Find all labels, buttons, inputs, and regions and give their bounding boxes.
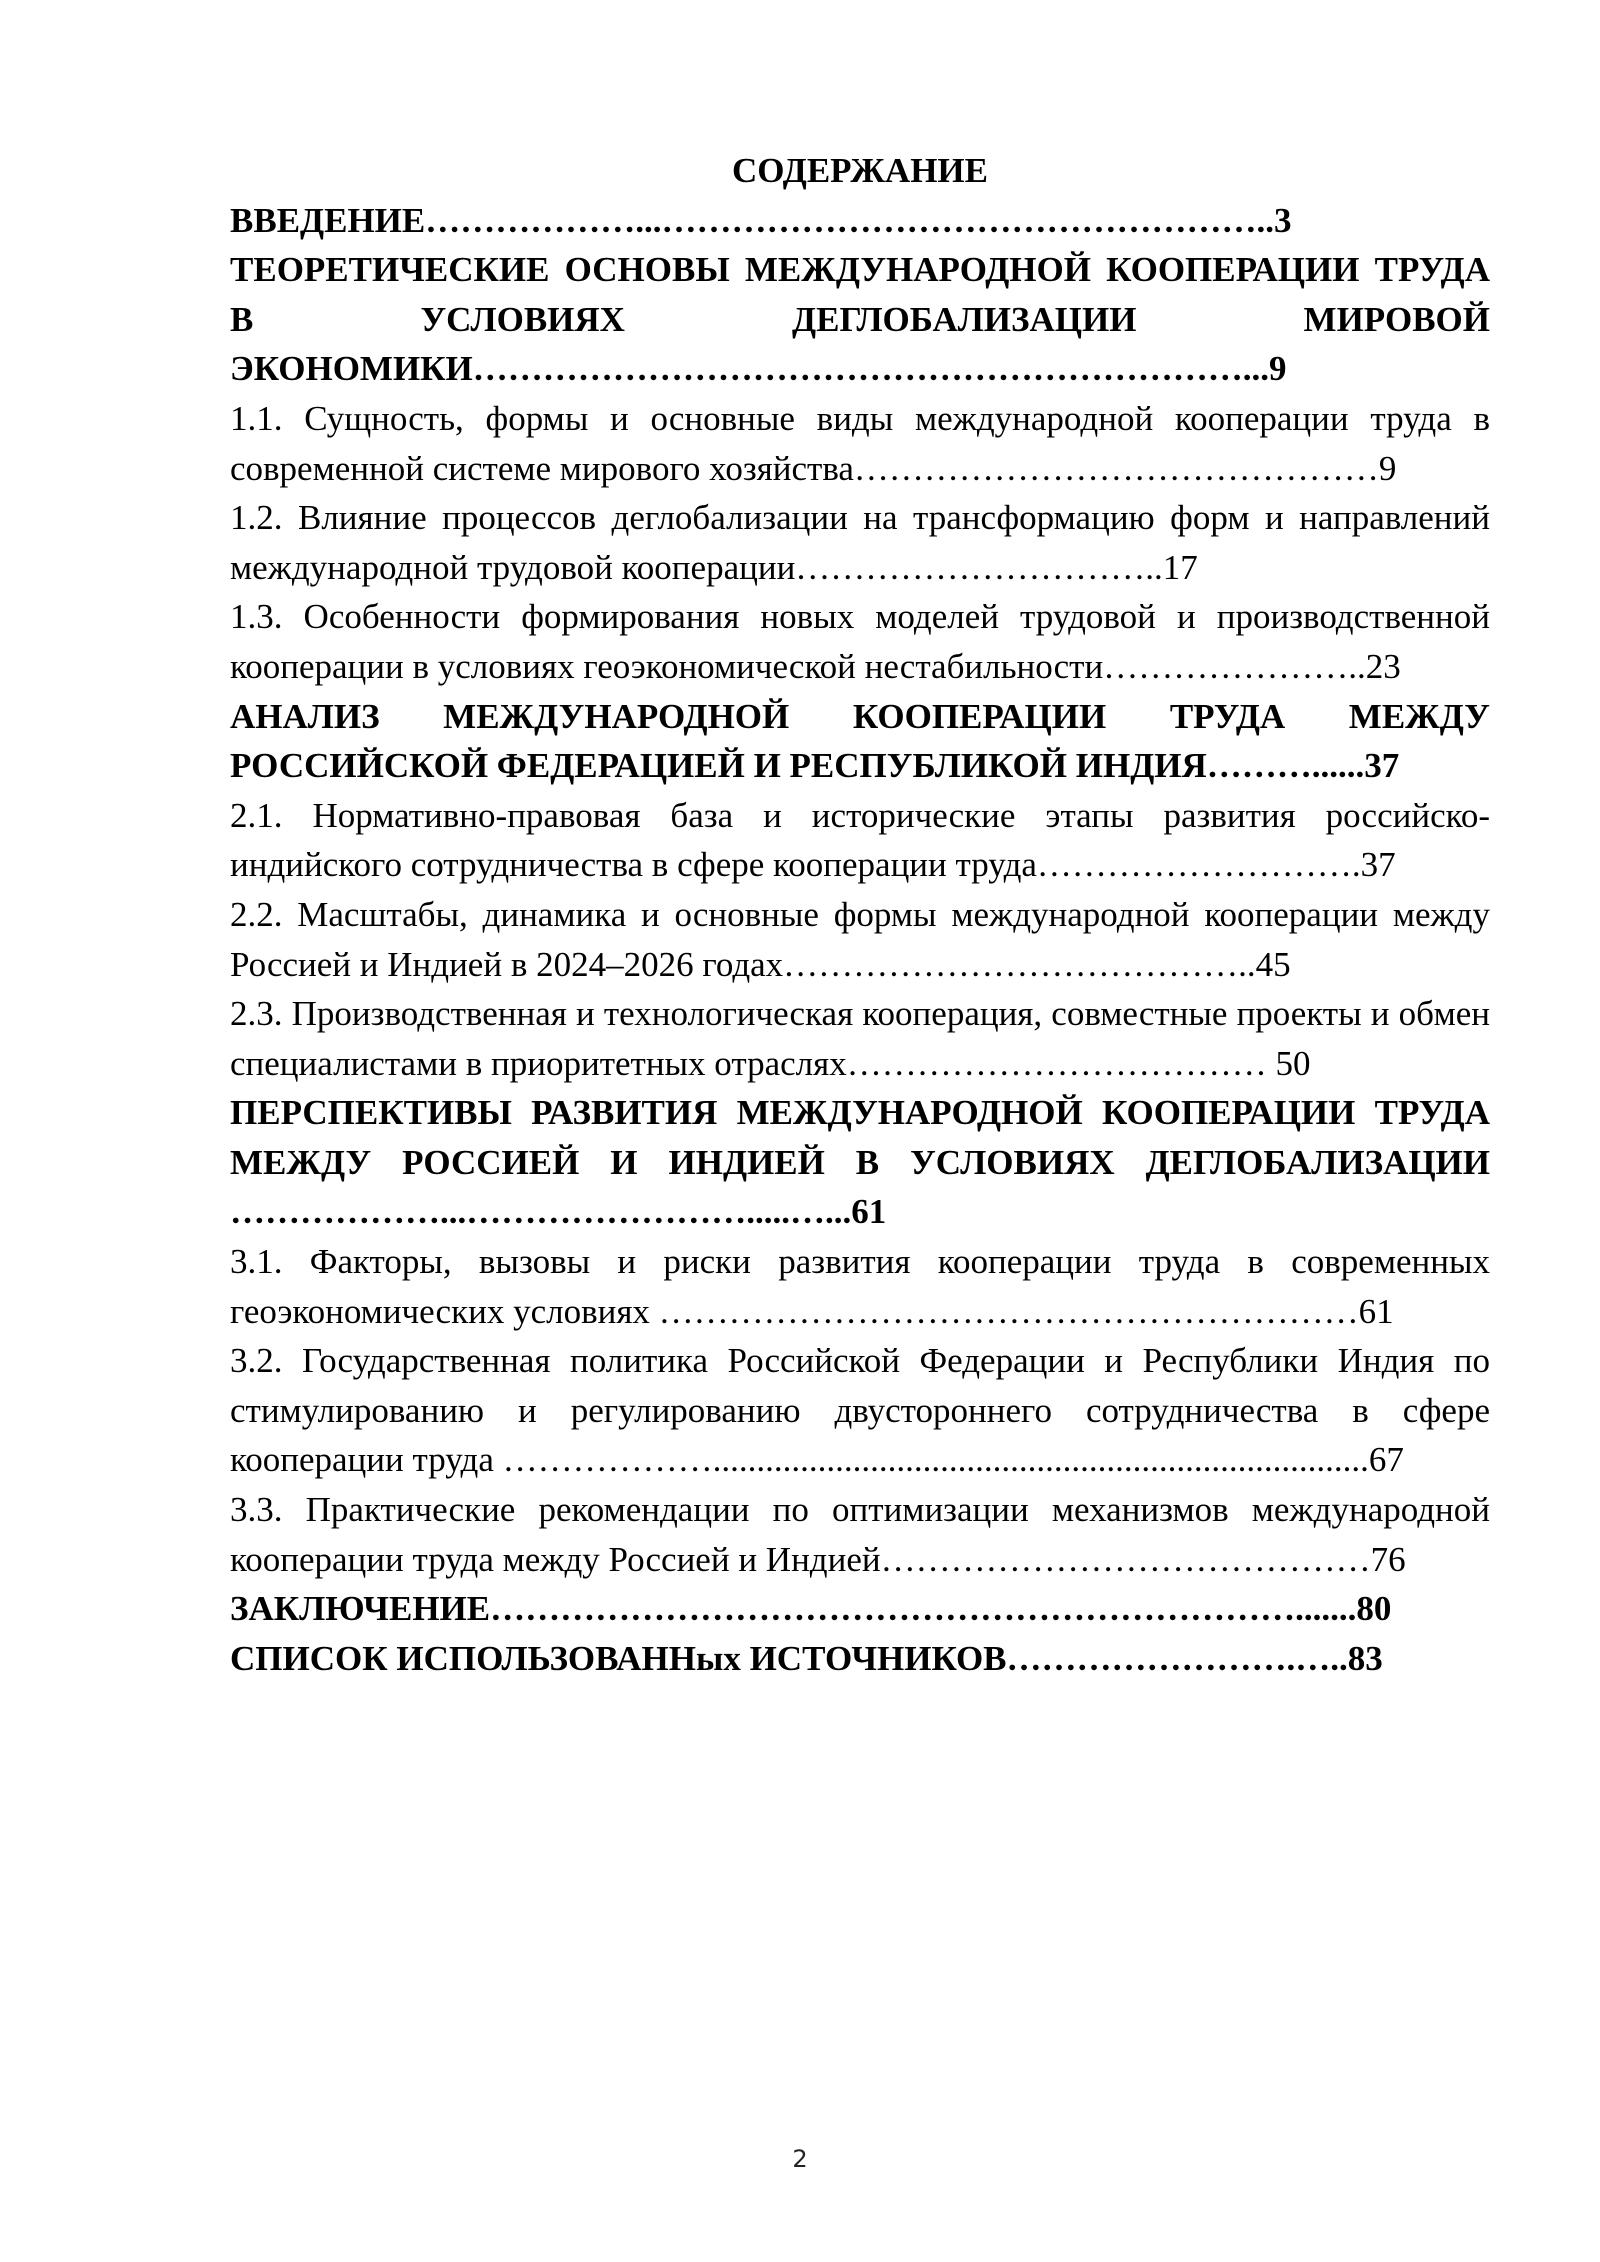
toc-entry-section-2-2: 2.2. Масштабы, динамика и основные формы международной кооперации между Россией и Индией в 2024–2026 годах…………………………………..45 (230, 894, 1490, 984)
toc-entry-section-2-1: 2.1. Нормативно-правовая база и исторические этапы развития российско-индийского сотрудничества в сфере кооперации труда……………………….37 (230, 795, 1490, 885)
toc-entry-references: СПИСОК ИСПОЛЬЗОВАННых ИСТОЧНИКОВ…………………….…..83 (230, 1638, 1383, 1678)
toc-entry-chapter-2: АНАЛИЗ МЕЖДУНАРОДНОЙ КООПЕРАЦИИ ТРУДА МЕЖДУ РОССИЙСКОЙ ФЕДЕРАЦИЕЙ И РЕСПУБЛИКОЙ ИНДИЯ………......37 (230, 696, 1490, 786)
toc-title: СОДЕРЖАНИЕ (731, 151, 988, 190)
page-number: 2 (792, 2145, 808, 2173)
toc-entry-section-3-2: 3.2. Государственная политика Российской Федерации и Республики Индия по стимулированию и регулированию двустороннего сотрудничества в сфере кооперации труда ………………...........................................................................67 (230, 1341, 1490, 1480)
toc-entry-section-1-3: 1.3. Особенности формирования новых моделей трудовой и производственной кооперации в условиях геоэкономической нестабильности…………………..23 (230, 597, 1490, 686)
toc-entry-introduction: ВВЕДЕНИЕ………………...……………………………………………..3 (230, 200, 1292, 240)
toc-entry-conclusion: ЗАКЛЮЧЕНИЕ…………………………………………………………….......80 (230, 1589, 1392, 1629)
toc-entry-chapter-3: ПЕРСПЕКТИВЫ РАЗВИТИЯ МЕЖДУНАРОДНОЙ КООПЕРАЦИИ ТРУДА МЕЖДУ РОССИЕЙ И ИНДИЕЙ В УСЛОВИЯХ ДЕГЛОБАЛИЗАЦИИ ………………...…………………….....…...61 (230, 1093, 1490, 1232)
toc-entry-section-3-3: 3.3. Практические рекомендации по оптимизации механизмов международной кооперации труда между Россией и Индией……………………………………76 (230, 1490, 1490, 1579)
table-of-contents (230, 146, 1490, 1683)
toc-entry-section-1-2: 1.2. Влияние процессов деглобализации на трансформацию форм и направлений международной трудовой кооперации…………………………..17 (230, 498, 1490, 587)
toc-entry-section-2-3: 2.3. Производственная и технологическая кооперация, совместные проекты и обмен специалистами в приоритетных отраслях……………………………… 50 (230, 994, 1490, 1083)
toc-entry-chapter-1: ТЕОРЕТИЧЕСКИЕ ОСНОВЫ МЕЖДУНАРОДНОЙ КООПЕРАЦИИ ТРУДА В УСЛОВИЯХ ДЕГЛОБАЛИЗАЦИИ МИРОВОЙ ЭКОНОМИКИ…………………………………………………………...9 (230, 250, 1490, 389)
toc-entry-section-3-1: 3.1. Факторы, вызовы и риски развития кооперации труда в современных геоэкономических условиях ……………………………………………………61 (230, 1242, 1490, 1331)
toc-entry-section-1-1: 1.1. Сущность, формы и основные виды международной кооперации труда в современной системе мирового хозяйства………………………………………9 (230, 398, 1490, 488)
